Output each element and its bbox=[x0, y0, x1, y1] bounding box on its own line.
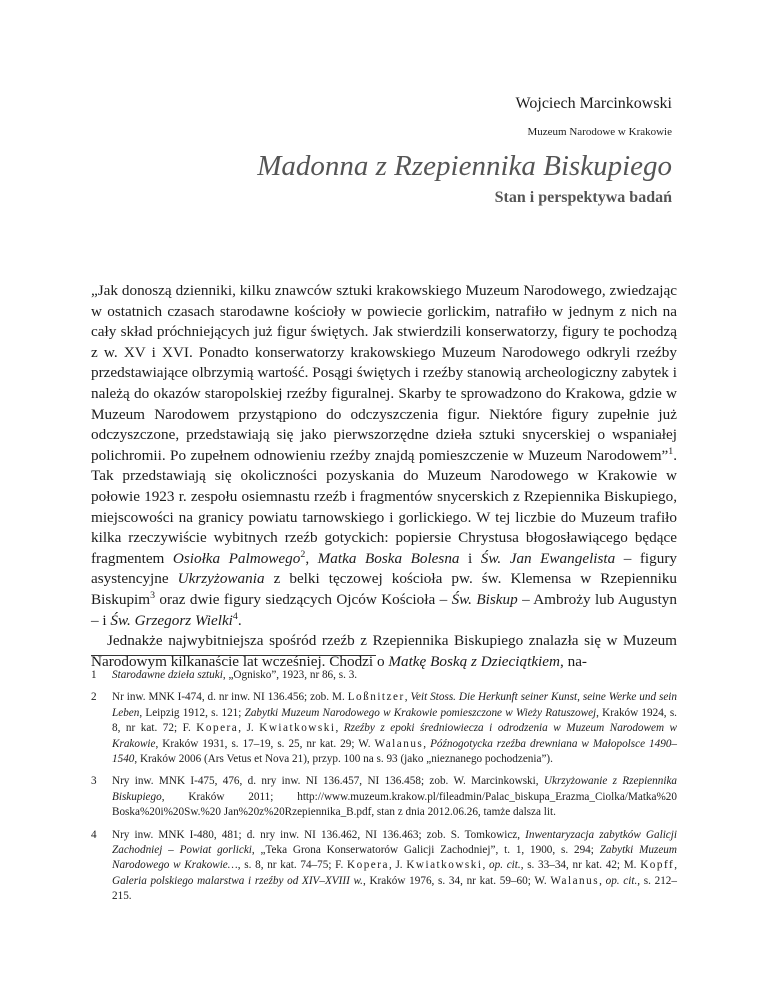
footnote-3 bbox=[91, 774, 677, 820]
text-run: Nry inw. MNK I-480, 481; d. nry inw. NI 136.462, NI 136.463; zob. S. Tomkowicz, bbox=[112, 828, 526, 841]
footnote-ref-3[interactable]: 3 bbox=[150, 589, 156, 601]
text-run: , bbox=[674, 859, 677, 872]
artwork-title: Osiołka Palmowego bbox=[172, 549, 301, 567]
cited-author: Walanus bbox=[550, 874, 600, 887]
text-run: , Kraków 2006 (Ars Vetus et Nova 21), przyp. 100 na s. 93 (jako „nieznanego pochodzenia”). bbox=[134, 753, 553, 766]
text-run: , s. 212–215. bbox=[112, 874, 677, 903]
artwork-title: Św. Biskup bbox=[451, 590, 518, 608]
text-run: , J. bbox=[388, 859, 407, 872]
cited-author: Kopera bbox=[196, 722, 239, 735]
cited-title: Inwentaryzacja zabytków Galicji Zachodniej – Powiat gorlicki bbox=[112, 828, 677, 857]
text-run: , bbox=[599, 874, 606, 887]
body-paragraph-2 bbox=[91, 631, 677, 672]
footnotes bbox=[91, 668, 677, 912]
footnote-number: 1 bbox=[91, 669, 97, 681]
article-subtitle: Stan i perspektywa badań bbox=[494, 189, 672, 206]
cited-title: Zabytki Muzeum Narodowego w Krakowie pomieszczone w Wieży Ratuszowej bbox=[244, 706, 597, 719]
text-run: , J. bbox=[238, 722, 260, 735]
footnote-number: 2 bbox=[91, 691, 97, 704]
cited-title: Ukrzyżowanie z Rzepiennika Biskupiego bbox=[112, 775, 677, 803]
article-body bbox=[91, 281, 677, 672]
text-run: . Tak przedstawiają się okoliczności pozyskania do Muzeum Narodowego w Krakowie w połowie 1923 r. zespołu osiemnastu rzeźb i fragmentów snycerskich z Rzepiennika Biskupiego, miejscowości na granicy powiatu tarnowskiego i gorlickiego. W tej liczbie do Muzeum trafiło kilka rzeczywiście wybitnych rzeźb gotyckich: popiersie Chrystusa błogosławiącego będące fragmentem bbox=[91, 446, 677, 567]
cited-title: op. cit. bbox=[605, 874, 638, 887]
artwork-title: Ukrzyżowania bbox=[177, 570, 265, 588]
author-affiliation: Muzeum Narodowe w Krakowie bbox=[527, 126, 672, 138]
text-run: , Kraków 2011; http://www.muzeum.krakow.pl/fileadmin/Palac_biskupa_Erazma_Ciolka/Matka%20 Boska%20i%20Sw.%20 Jan%20z%20Rzepiennika_B.pdf, stan z dnia 2012.06.26, tamże dalsza lit. bbox=[112, 790, 677, 819]
text-run: . bbox=[237, 611, 242, 629]
text-run: , bbox=[404, 691, 411, 704]
cited-title: Starodawne dzieła sztuki bbox=[112, 669, 223, 681]
cited-author: Kopera bbox=[347, 859, 389, 872]
text-run: z belki tęczowej kościoła pw. św. Klemensa w Rzepienniku Biskupim bbox=[91, 570, 678, 608]
cited-title: Późnogotycka rzeźba drewniana w Małopolsce 1490–1540 bbox=[112, 737, 678, 766]
cited-title: Veit Stoss. Die Herkunft seiner Kunst, seine Werke und sein Leben bbox=[112, 691, 678, 719]
text-run: , Leipzig 1912, s. 121; bbox=[139, 706, 245, 719]
artwork-title: Matkę Boską z Dzieciątkiem bbox=[388, 652, 560, 670]
cited-author: Loßnitzer bbox=[347, 691, 405, 704]
text-run: – Ambroży lub Augustyn – i bbox=[91, 590, 677, 629]
text-run: Jednakże najwybitniejsza spośród rzeźb z Rzepiennika Biskupiego znalazła się w Muzeum Narodowym kilkanaście lat wcześniej. Chodzi o bbox=[91, 632, 677, 670]
text-run: , Kraków 1931, s. 17–19, s. 25, nr kat. 29; W. bbox=[155, 737, 375, 750]
footnote-number: 4 bbox=[91, 828, 97, 841]
footnote-number: 3 bbox=[91, 775, 97, 788]
text-run: – figury asystencyjne bbox=[91, 549, 677, 588]
cited-title: Galeria polskiego malarstwa i rzeźby od XIV–XVIII w. bbox=[112, 874, 363, 887]
text-run: i bbox=[459, 549, 481, 567]
text-run: „Jak donoszą dzienniki, kilku znawców sztuki krakowskiego Muzeum Narodowego, zwiedzając w ostatnich czasach starodawne kościoły w powiecie gorlickim, natrafiło w jednym z nich na cały skład próchniejących już figur świętych. Jak stwierdzili konserwatorzy, figury te pochodzą z w. XV i XVI. Ponadto konserwatorzy krakowskiego Muzeum Narodowego odkryli rzeźby przedstawiające olbrzymią wartość. Posągi świętych i rzeźby stanowią archeologiczny zabytek i należą do okazów staropolskiej rzeźby figuralnej. Skarby te sprowadzono do Krakowa, gdzie w Muzeum Narodowem przystąpiono do odczyszczenia figur. Niektóre figury zupełnie już odczyszczone, przedstawiają się jako pierwszorzędne dzieła sztuki snycerskiej o wspaniałej polichromii. Po zupełnem odnowieniu rzeźby znajdą pomieszczenie w Muzeum Narodowem” bbox=[91, 282, 677, 464]
artwork-title: Matka Boska Bolesna bbox=[317, 549, 460, 567]
cited-title: op. cit. bbox=[489, 859, 521, 872]
author-name: Wojciech Marcinkowski bbox=[515, 95, 672, 112]
cited-title: Rzeźby z epoki średniowiecza i odrodzenia w Muzeum Narodowem w Krakowie bbox=[112, 722, 678, 750]
cited-author: Walanus bbox=[374, 737, 424, 750]
text-run: , Kraków 1976, s. 34, nr kat. 59–60; W. bbox=[362, 874, 551, 887]
artwork-title: Św. Jan Ewangelista bbox=[480, 549, 616, 567]
text-run: oraz dwie figury siedzących Ojców Kościoła – bbox=[155, 590, 452, 608]
text-run: , bbox=[482, 859, 490, 872]
text-run: , Kraków 1924, s. 8, nr kat. 72; F. bbox=[112, 706, 677, 735]
text-run: , bbox=[423, 737, 431, 750]
footnote-2 bbox=[91, 690, 677, 767]
footnote-ref-1[interactable]: 1 bbox=[668, 445, 674, 457]
artwork-title: Św. Grzegorz Wielki bbox=[110, 611, 233, 629]
text-run: Nry inw. MNK I-475, 476, d. nry inw. NI 136.457, NI 136.458; zob. W. Marcinkowski, bbox=[112, 775, 544, 788]
body-paragraph-1 bbox=[91, 281, 677, 631]
footnote-4 bbox=[91, 828, 677, 905]
text-run: , „Teka Grona Konserwatorów Galicji Zachodniej”, t. 1, 1900, s. 294; bbox=[251, 844, 600, 857]
footnote-divider bbox=[91, 655, 376, 656]
cited-author: Kwiatkowski bbox=[406, 859, 483, 872]
text-run: , „Ognisko”, 1923, nr 86, s. 3. bbox=[222, 669, 358, 681]
article-title: Madonna z Rzepiennika Biskupiego bbox=[257, 150, 672, 182]
footnote-ref-4[interactable]: 4 bbox=[232, 610, 238, 622]
text-run: , bbox=[335, 722, 344, 735]
text-run: , s. 33–34, nr kat. 42; M. bbox=[520, 859, 641, 872]
text-run: , s. 8, nr kat. 74–75; F. bbox=[237, 859, 348, 872]
text-run: , bbox=[305, 549, 318, 567]
cited-author: Kwiatkowski bbox=[259, 722, 336, 735]
text-run: Nr inw. MNK I-474, d. nr inw. NI 136.456; zob. M. bbox=[112, 691, 348, 704]
text-run: , na- bbox=[560, 652, 587, 670]
footnote-ref-2[interactable]: 2 bbox=[300, 548, 306, 560]
footnote-1 bbox=[91, 668, 677, 683]
cited-title: Zabytki Muzeum Narodowego w Krakowie… bbox=[112, 844, 677, 872]
cited-author: Kopff bbox=[640, 859, 675, 872]
